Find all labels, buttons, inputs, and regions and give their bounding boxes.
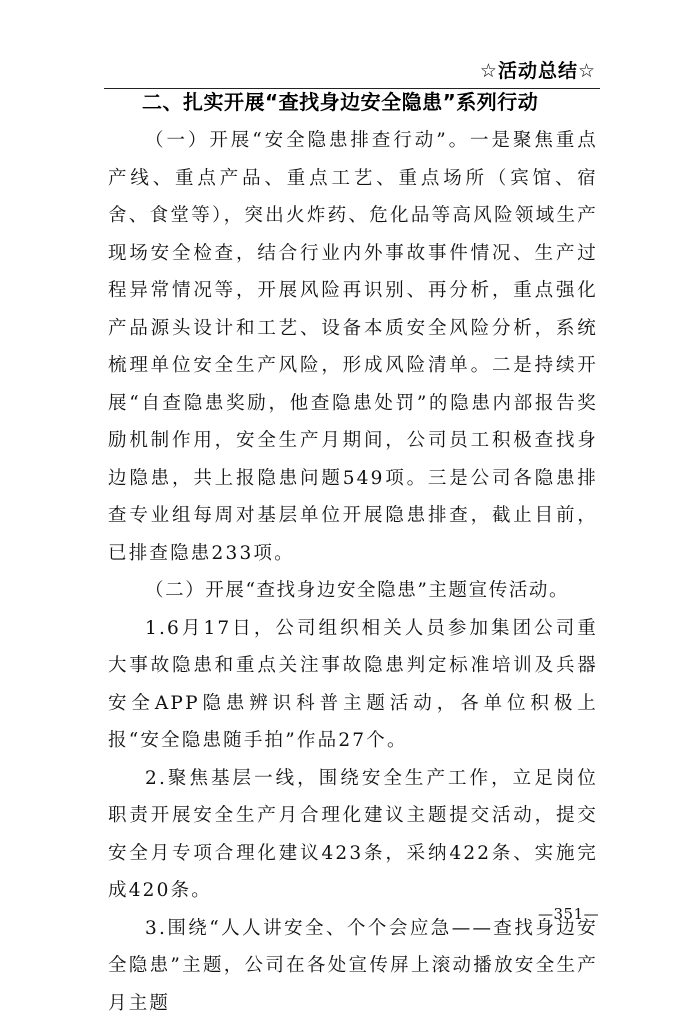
paragraph-safety-inspection: （一）开展“安全隐患排查行动”。一是聚焦重点产线、重点产品、重点工艺、重点场所（宾馆、宿舍、食堂等），突出火炸药、危化品等高风险领域生产现场安全检查，结合行业内外事故事件情况、生产过程异常情况等，开展风险再识别、再分析，重点强化产品源头设计和工艺、设备本质安全风险分析，系统梳理单位安全生产风险，形成风险清单。二是持续开展“自查隐患奖励，他查隐患处罚”的隐患内部报告奖励机制作用，安全生产月期间，公司员工积极查找身边隐患，共上报隐患问题549项。三是公司各隐患排查专业组每周对基层单位开展隐患排查，截止目前，已排查隐患233项。 bbox=[108, 122, 598, 572]
document-body bbox=[108, 122, 598, 1022]
paragraph-item-2: 2.聚焦基层一线，围绕安全生产工作，立足岗位职责开展安全生产月合理化建议主题提交活动，提交安全月专项合理化建议423条，采纳422条、实施完成420条。 bbox=[108, 760, 598, 910]
page-number: —351— bbox=[538, 905, 599, 923]
section-title: 二、扎实开展“查找身边安全隐患”系列行动 bbox=[142, 88, 538, 116]
page-header bbox=[104, 58, 600, 89]
paragraph-item-1: 1.6月17日，公司组织相关人员参加集团公司重大事故隐患和重点关注事故隐患判定标准培训及兵器安全APP隐患辨识科普主题活动，各单位积极上报“安全隐患随手拍”作品27个。 bbox=[108, 610, 598, 760]
header-label: ☆活动总结☆ bbox=[480, 58, 596, 84]
paragraph-publicity-heading: （二）开展“查找身边安全隐患”主题宣传活动。 bbox=[108, 572, 598, 610]
paragraph-item-3: 3.围绕“人人讲安全、个个会应急——查找身边安全隐患”主题，公司在各处宣传屏上滚动播放安全生产月主题 bbox=[108, 910, 598, 1022]
